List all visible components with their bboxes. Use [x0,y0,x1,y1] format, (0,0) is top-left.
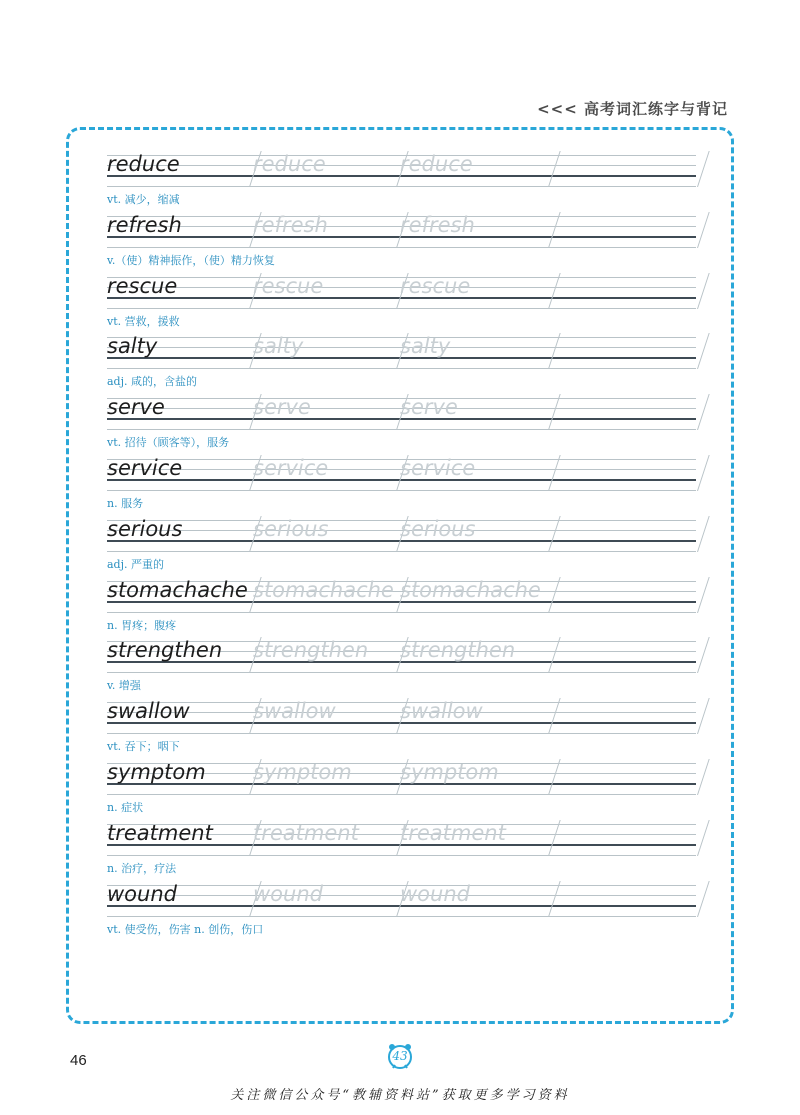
vocab-word: stomachache [107,577,248,602]
vocab-word: service [107,455,183,480]
vocab-word: swallow [107,699,190,724]
trace-word: rescue [400,273,471,298]
trace-word: refresh [253,212,328,237]
vocab-meaning: n. 治疗，疗法 [107,861,177,875]
vocab-word: strengthen [107,638,223,663]
vocab-entry [107,510,696,571]
vocab-word: refresh [107,212,182,237]
trace-word: rescue [253,273,324,298]
vocab-entry [107,388,696,449]
page-header-title: <<< 高考词汇练字与背记 [537,100,728,118]
trace-word: strengthen [253,638,369,663]
vocab-entry [107,145,696,206]
vocab-meaning: adj. 咸的，含盐的 [107,375,198,389]
trace-word: salty [400,334,451,359]
trace-word: salty [253,334,304,359]
trace-word: swallow [253,699,336,724]
vocab-entry [107,814,696,875]
vocab-word: treatment [107,820,213,845]
vocabulary-list [107,145,696,935]
vocab-word: salty [107,334,158,359]
vocab-entry [107,692,696,753]
trace-word: reduce [400,152,473,176]
vocab-meaning: v.（使）精神振作，（使）精力恢复 [107,253,275,267]
vocab-meaning: vt. 营救，援救 [107,314,180,328]
trace-word: reduce [253,152,326,176]
vocab-meaning: v. 增强 [107,679,141,693]
vocab-meaning: vt. 招待（顾客等），服务 [107,436,230,450]
trace-word: wound [400,881,470,906]
vocab-meaning: vt. 减少，缩减 [107,193,180,206]
vocab-word: wound [107,881,177,906]
vocab-entry [107,875,696,936]
vocab-meaning: adj. 严重的 [107,557,165,571]
vocab-word: serve [107,395,165,420]
trace-word: treatment [400,820,506,845]
vocab-entry [107,267,696,328]
vocab-meaning: vt. 使受伤，伤害 n. 创伤，伤口 [107,922,264,936]
trace-word: stomachache [253,577,394,602]
trace-word: treatment [253,820,359,845]
vocab-entry [107,449,696,510]
trace-word: strengthen [400,638,516,663]
trace-word: service [253,455,329,480]
trace-word: serious [253,516,329,541]
vocab-entry [107,631,696,692]
trace-word: wound [253,881,323,906]
trace-word: stomachache [400,577,541,602]
vocab-word: symptom [107,759,206,784]
vocab-meaning: n. 胃疼；腹疼 [107,618,177,632]
vocab-word: rescue [107,273,178,298]
badge-number: 43 [392,1049,408,1063]
vocab-entry [107,206,696,267]
vocab-word: serious [107,516,183,541]
vocab-word: reduce [107,152,180,176]
vocab-meaning: n. 服务 [107,496,144,510]
trace-word: symptom [400,759,499,784]
trace-word: serious [400,516,476,541]
vocab-entry [107,753,696,814]
vocab-meaning: n. 症状 [107,800,144,814]
trace-word: serve [253,395,311,420]
vocab-entry [107,327,696,388]
trace-word: symptom [253,759,352,784]
trace-word: serve [400,395,458,420]
vocab-meaning: vt. 吞下；咽下 [107,740,180,754]
page-number: 46 [70,1052,87,1069]
trace-word: swallow [400,699,483,724]
vocab-entry [107,571,696,632]
trace-word: service [400,455,476,480]
trace-word: refresh [400,212,475,237]
footer-note: 关注微信公众号“教辅资料站”获取更多学习资料 [230,1088,570,1103]
